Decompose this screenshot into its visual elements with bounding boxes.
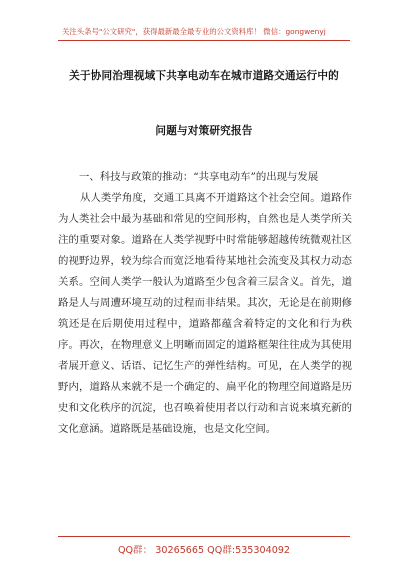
footer-divider (58, 536, 350, 537)
document-title-line-1: 关于协同治理视域下共享电动车在城市道路交通运行中的 (69, 70, 339, 82)
page-footer (0, 536, 408, 580)
section-heading: 一、科技与政策的推动：“共享电动车”的出现与发展 (79, 171, 319, 183)
footer-contact: QQ群： 30265665 QQ群:535304092 (117, 545, 291, 556)
header-notice: 关注头条号"公文研究"，获得最新最全最专业的公文资料库！ 微信：gongwenyj (62, 27, 326, 36)
document-body (58, 167, 352, 440)
page-header (0, 0, 408, 52)
body-paragraph: 从人类学角度，交通工具离不开道路这个社会空间。道路作为人类社会中最为基础和常见的空间形构，自然也是人类学所关注的重要对象。道路在人类学视野中时常能够超越传统微观社区的视野边界，较为综合而宽泛地看待某地社会流变及其权力动态关系。空间人类学一般认为道路至少包含着三层含义。首先，道路是人与周遭环境互动的过程而非结果。其次，无论是在前期修筑还是在后期使用过程中，道路都蕴含着特定的文化和行为秩序。再次，在物理意义上明晰而固定的道路框架往往成为其使用者展开意义、话语、记忆生产的弹性结构。可见，在人类学的视野内，道路从来就不是一个确定的、扁平化的物理空间道路是历史和文化秩序的沉淀，也召唤着使用者以行动和言说来填充新的文化意涵。道路既是基础设施，也是文化空间。 (58, 192, 352, 435)
header-divider (58, 40, 350, 41)
document-title-line-2: 问题与对策研究报告 (155, 125, 253, 137)
